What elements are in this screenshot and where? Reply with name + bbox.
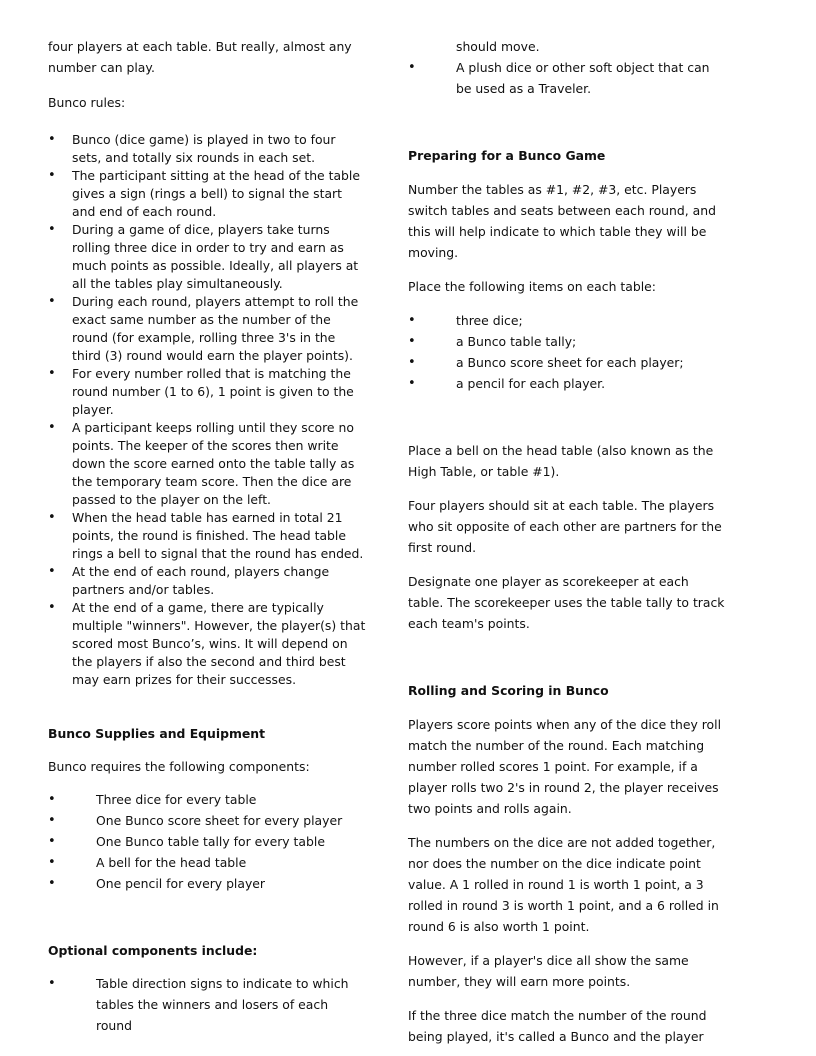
- rules-list-item: • During a game of dice, players take turns rolling three dice in order to try and earn as much points as possible. Ideally, all players at all the tables play simultaneously.: [48, 221, 366, 293]
- supplies-list-item: • A bell for the head table: [48, 852, 366, 873]
- rules-list-item: • At the end of a game, there are typically multiple "winners". However, the player(s) that scored most Bunco’s, wins. It will depend on the players if also the second and third best may earn prizes for their successes.: [48, 599, 366, 689]
- scoring-paragraph: The numbers on the dice are not added together, nor does the number on the dice indicate point value. A 1 rolled in round 1 is worth 1 point, a 3 rolled in round 3 is worth 1 point, and a 6 rolled in round 6 is also worth 1 point.: [408, 835, 719, 934]
- table-items-list-item: • a Bunco table tally;: [408, 331, 726, 352]
- preparing-paragraph: Place a bell on the head table (also known as the High Table, or table #1).: [408, 443, 714, 479]
- rules-list: [48, 131, 366, 689]
- preparing-heading: Preparing for a Bunco Game: [408, 148, 606, 163]
- rules-list-item: • For every number rolled that is matching the round number (1 to 6), 1 point is given to the player.: [48, 365, 366, 419]
- rules-list-item: • Bunco (dice game) is played in two to four sets, and totally six rounds in each set.: [48, 131, 366, 167]
- rules-list-item: • When the head table has earned in total 21 points, the round is finished. The head table rings a bell to signal that the round has ended.: [48, 509, 366, 563]
- supplies-list-item: • Three dice for every table: [48, 789, 366, 810]
- table-items-list-item: • three dice;: [408, 310, 726, 331]
- supplies-intro: Bunco requires the following components:: [48, 759, 310, 774]
- rules-list-item: • During each round, players attempt to roll the exact same number as the number of the round (for example, rolling three 3's in the third (3) round would earn the player points).: [48, 293, 366, 365]
- preparing-paragraph: Number the tables as #1, #2, #3, etc. Players switch tables and seats between each round, and this will help indicate to which table they will be moving.: [408, 182, 716, 260]
- intro-paragraph: four players at each table. But really, almost any number can play.: [48, 39, 352, 75]
- rules-list-item: • At the end of each round, players change partners and/or tables.: [48, 563, 366, 599]
- scoring-heading: Rolling and Scoring in Bunco: [408, 683, 609, 698]
- supplies-list-item: • One Bunco score sheet for every player: [48, 810, 366, 831]
- rules-list-item: • A participant keeps rolling until they score no points. The keeper of the scores then write down the score earned onto the table tally as the temporary team score. Then the dice are passed to the player on the left.: [48, 419, 366, 509]
- table-items-list-item: • a pencil for each player.: [408, 373, 726, 394]
- optional-list-item: • A plush dice or other soft object that can be used as a Traveler.: [408, 57, 726, 99]
- preparing-paragraph: Designate one player as scorekeeper at each table. The scorekeeper uses the table tally to track each team's points.: [408, 574, 725, 631]
- table-items-list: [408, 310, 726, 394]
- scoring-paragraph: However, if a player's dice all show the same number, they will earn more points.: [408, 953, 689, 989]
- supplies-heading: Bunco Supplies and Equipment: [48, 726, 266, 741]
- rules-heading: Bunco rules:: [48, 95, 126, 110]
- supplies-list-item: • One pencil for every player: [48, 873, 366, 894]
- preparing-paragraph: Four players should sit at each table. The players who sit opposite of each other are partners for the first round.: [408, 498, 722, 555]
- left-column: [48, 36, 366, 1036]
- scoring-paragraph: If the three dice match the number of the round being played, it's called a Bunco and the player: [408, 1008, 707, 1044]
- optional-heading: Optional components include:: [48, 943, 258, 958]
- optional-list: [48, 973, 366, 1036]
- right-column: [408, 36, 726, 1047]
- supplies-list: [48, 789, 366, 894]
- optional-list-item: • Table direction signs to indicate to which tables the winners and losers of each round: [48, 973, 366, 1036]
- table-items-list-item: • a Bunco score sheet for each player;: [408, 352, 726, 373]
- optional-list-continued: [408, 57, 726, 99]
- supplies-list-item: • One Bunco table tally for every table: [48, 831, 366, 852]
- optional-list-item-continuation: should move.: [456, 39, 540, 54]
- preparing-paragraph: Place the following items on each table:: [408, 279, 656, 294]
- scoring-paragraph: Players score points when any of the dice they roll match the number of the round. Each matching number rolled scores 1 point. For example, if a player rolls two 2's in round 2, the player receives two points and rolls again.: [408, 717, 722, 816]
- rules-list-item: • The participant sitting at the head of the table gives a sign (rings a bell) to signal the start and end of each round.: [48, 167, 366, 221]
